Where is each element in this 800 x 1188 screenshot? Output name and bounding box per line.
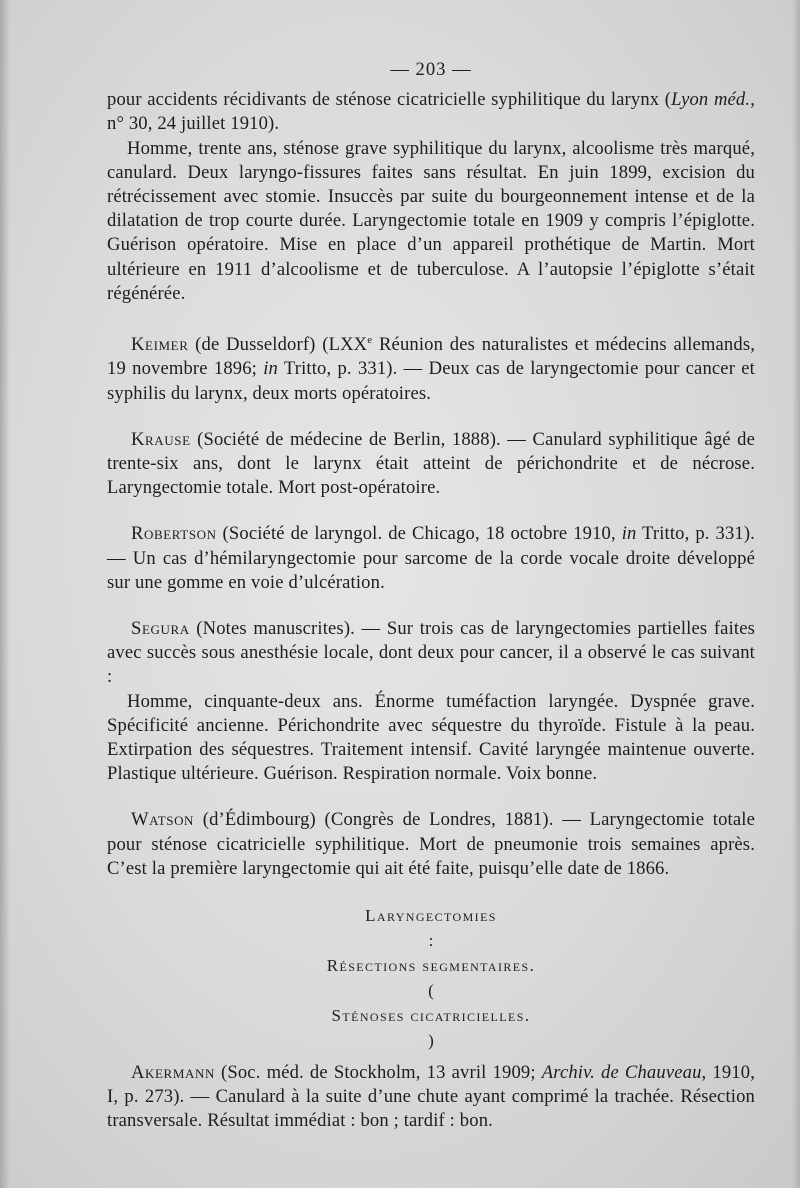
entry-text: Tritto, p. 331). — Un cas d’hémilaryngectomie pour sarcome de la corde vocale droite développé sur une gomme en voie d’ulcération. — [107, 523, 755, 593]
entry-text: (Société de laryngol. de Chicago, 18 octobre 1910, — [216, 523, 622, 545]
section-heading-line-1: Laryngectomies : Résections segmentaires. — [326, 906, 536, 976]
page-edge-shadow-right — [792, 0, 800, 1188]
author-name: Keimer — [131, 334, 189, 356]
journal-title: Lyon méd. — [671, 89, 751, 111]
author-name: Krause — [131, 428, 191, 450]
entry-akermann — [107, 1061, 755, 1134]
in-word: in — [621, 523, 637, 545]
entry-text: (Société de médecine de Berlin, 1888). — Canulard syphilitique âgé de trente-six ans, dont le larynx était atteint de périchondrite et de nécrose. Laryngectomie totale. Mort post-opératoire. — [107, 428, 755, 499]
reference-text-start: pour accidents récidivants de sténose cicatricielle syphilitique du larynx ( — [107, 89, 672, 111]
paragraph-continued-reference — [107, 88, 755, 136]
entry-watson — [107, 808, 755, 881]
entry-text: (Soc. méd. de Stockholm, 13 avril 1909; — [214, 1062, 542, 1084]
author-name: Segura — [131, 618, 190, 640]
reference-text-end: , n° 30, 24 juillet 1910). — [107, 89, 755, 135]
entry-robertson — [107, 522, 755, 595]
page-number: — 203 — — [390, 59, 472, 80]
author-name: Watson — [131, 809, 195, 831]
entry-text: (d’Édimbourg) (Congrès de Londres, 1881). — Laryngectomie totale pour sténose cicatricielle syphilitique. Mort de pneumonie trois semaines après. C’est la première laryngectomie qui ait été faite, puisqu’elle date de 1866. — [107, 809, 755, 879]
entry-segura — [107, 617, 755, 690]
section-heading — [107, 903, 755, 1053]
entry-krause — [107, 428, 755, 501]
page-body — [107, 58, 755, 1134]
author-name: Akermann — [131, 1062, 215, 1084]
entry-text: Réunion des naturalistes et médecins allemands, 19 novembre 1896; — [107, 334, 756, 380]
entry-keimer — [107, 328, 755, 406]
journal-title: Archiv. de Chauveau — [541, 1062, 702, 1084]
entry-text: (Notes manuscrites). — Sur trois cas de laryngectomies partielles faites avec succès sous anesthésie locale, dont deux pour cancer, il a observé le cas suivant : — [107, 618, 755, 688]
entry-text: , 1910, I, p. 273). — Canulard à la suite d’une chute ayant comprimé la trachée. Résection transversale. Résultat immédiat : bon ; tardif : bon. — [107, 1062, 755, 1132]
entry-text: (de Dusseldorf) (LXX — [188, 334, 368, 356]
page-edge-shadow-left — [0, 0, 10, 1188]
entry-text: Tritto, p. 331). — Deux cas de laryngectomie pour cancer et syphilis du larynx, deux morts opératoires. — [107, 358, 755, 404]
case-description-segura: Homme, cinquante-deux ans. Énorme tuméfaction laryngée. Dyspnée grave. Spécificité ancienne. Périchondrite avec séquestre du thyroïde. Fistule à la peau. Extirpation des séquestres. Traitement intensif. Cavité laryngée maintenue ouverte. Plastique ultérieure. Guérison. Respiration normale. Voix bonne. — [107, 690, 755, 785]
in-word: in — [263, 358, 278, 380]
superscript: e — [367, 334, 373, 347]
case-description-first: Homme, trente ans, sténose grave syphilitique du larynx, alcoolisme très marqué, canulard. Deux laryngo-fissures faites sans résultat. En juin 1899, excision du rétrécissement avec stomie. Insuccès par suite du bourgeonnement intense et de la dilatation de trop courte durée. Laryngectomie totale en 1909 y compris l’épiglotte. Guérison opératoire. Mise en place d’un appareil prothétique de Martin. Mort ultérieure en 1911 d’alcoolisme et de tuberculose. A l’autopsie l’épiglotte s’était régénérée. — [107, 137, 755, 304]
section-heading-line-2: ( Sténoses cicatricielles. ) — [331, 981, 531, 1051]
author-name: Robertson — [131, 523, 217, 545]
